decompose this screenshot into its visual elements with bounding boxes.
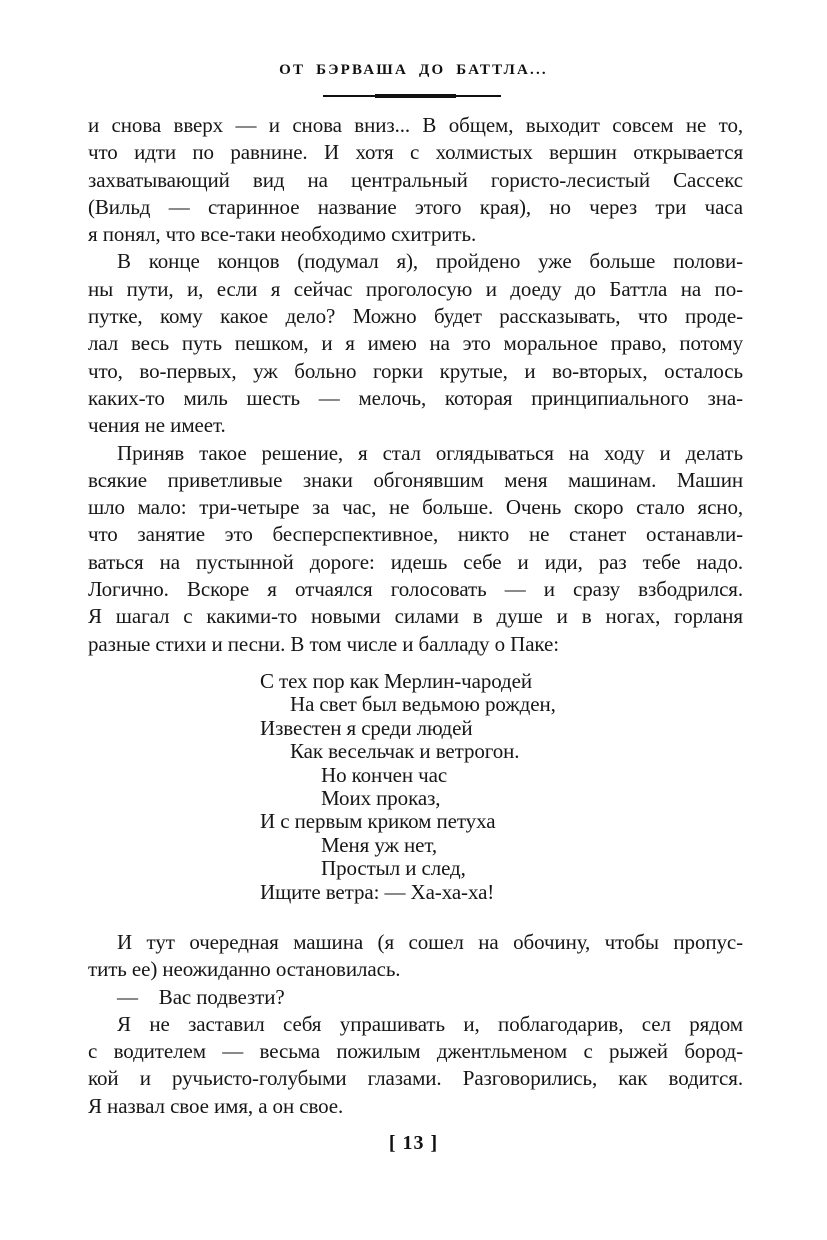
text-line: каких-то миль шесть — мелочь, которая принципиального зна- bbox=[88, 385, 743, 410]
verse-line: Как весельчак и ветрогон. bbox=[290, 739, 520, 764]
text-line: ны пути, и, если я сейчас проголосую и доеду до Баттла на по- bbox=[88, 276, 743, 301]
verse-line: На свет был ведьмою рожден, bbox=[290, 692, 556, 717]
verse-block bbox=[88, 670, 743, 904]
text-line: что идти по равнине. И хотя с холмистых вершин открывается bbox=[88, 140, 743, 165]
text-line: лал весь путь пешком, и я имею на это моральное право, потому bbox=[88, 331, 743, 356]
paragraph bbox=[88, 440, 743, 658]
verse-line: Но кончен час bbox=[321, 762, 448, 787]
paragraph bbox=[88, 929, 743, 984]
text-line: и снова вверх — и снова вниз... В общем, выходит совсем не то, bbox=[88, 113, 743, 137]
verse-line: С тех пор как Мерлин-чародей bbox=[260, 668, 532, 693]
verse-line: Простыл и след, bbox=[321, 856, 466, 881]
paragraph bbox=[88, 248, 743, 439]
running-head-title: ОТ БЭРВАША ДО БАТТЛА... bbox=[279, 62, 548, 78]
text-line: Я не заставил себя упрашивать и, поблагодарив, сел рядом bbox=[117, 1011, 743, 1036]
paragraph bbox=[88, 1011, 743, 1120]
text-line: тить ее) неожиданно остановилась. bbox=[88, 957, 401, 982]
body-text bbox=[88, 112, 743, 1120]
text-line: Логично. Вскоре я отчаялся голосовать — и сразу взбодрился. bbox=[88, 577, 743, 602]
text-line: В конце концов (подумал я), пройдено уже больше полови- bbox=[117, 249, 743, 274]
text-line: всякие приветливые знаки обгонявшим меня машинам. Машин bbox=[88, 467, 743, 492]
paragraph bbox=[88, 984, 743, 1011]
text-line: шло мало: три-четыре за час, не больше. Очень скоро стало ясно, bbox=[88, 495, 743, 520]
text-line: Я шагал с какими-то новыми силами в душе и в ногах, горланя bbox=[88, 604, 743, 629]
text-line: И тут очередная машина (я сошел на обочину, чтобы пропус- bbox=[117, 930, 743, 954]
text-line: — Вас подвезти? bbox=[117, 984, 285, 1009]
text-line: я понял, что все-таки необходимо схитрить. bbox=[88, 222, 477, 247]
text-line: что занятие это бесперспективное, никто не станет останавли- bbox=[88, 522, 743, 547]
text-line: чения не имеет. bbox=[88, 413, 226, 438]
text-line: ваться на пустынной дороге: идешь себе и иди, раз тебе надо. bbox=[88, 549, 743, 574]
text-line: Приняв такое решение, я стал оглядываться на ходу и делать bbox=[117, 440, 743, 465]
text-line: с водителем — весьма пожилым джентльменом с рыжей бород- bbox=[88, 1039, 743, 1064]
header-rule bbox=[323, 95, 501, 97]
verse-line: Меня уж нет, bbox=[321, 832, 438, 857]
header-rule-thick-segment bbox=[375, 94, 456, 98]
text-line: (Вильд — старинное название этого края), но через три часа bbox=[88, 194, 743, 219]
text-line: Я назвал свое имя, а он свое. bbox=[88, 1093, 344, 1118]
text-line: путке, кому какое дело? Можно будет рассказывать, что проде- bbox=[88, 304, 743, 329]
page-number: [ 13 ] bbox=[388, 1132, 439, 1154]
text-line: кой и ручьисто-голубыми глазами. Разговорились, как водится. bbox=[88, 1066, 743, 1091]
text-line: захватывающий вид на центральный гористо-лесистый Сассекс bbox=[88, 167, 743, 192]
verse-line: И с первым криком петуха bbox=[260, 809, 496, 834]
text-line: что, во-первых, уж больно горки крутые, и во-вторых, осталось bbox=[88, 358, 743, 383]
paragraph bbox=[88, 112, 743, 248]
verse-line: Моих проказ, bbox=[321, 785, 441, 810]
verse-line: Ищите ветра: — Ха-ха-ха! bbox=[260, 879, 495, 904]
text-line: разные стихи и песни. В том числе и балладу о Паке: bbox=[88, 631, 559, 656]
verse-line: Известен я среди людей bbox=[260, 715, 473, 740]
